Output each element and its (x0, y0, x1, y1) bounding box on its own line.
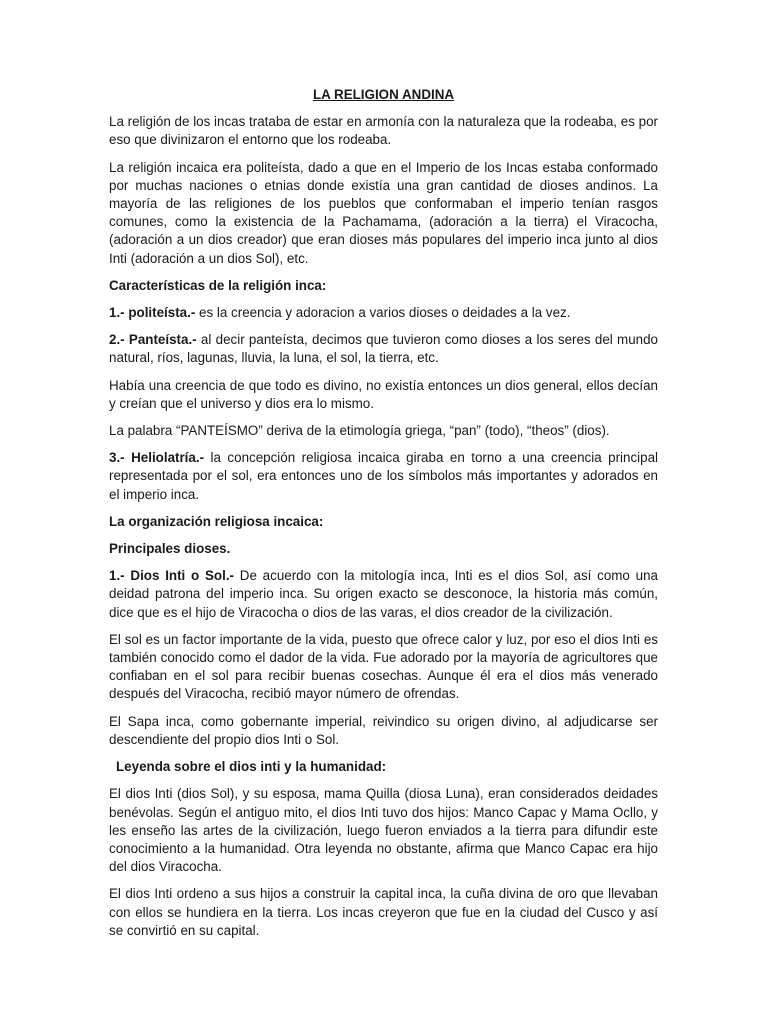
list-item-panteista (109, 331, 658, 367)
heading-organizacion: La organización religiosa incaica: (109, 513, 324, 529)
document-page (109, 86, 658, 949)
paragraph-capital: El dios Inti ordeno a sus hijos a construir la capital inca, la cuña divina de oro que llevaban con ellos se hundiera en la tierra. Los incas creyeron que fue en la ciudad del Cusco y así se convirtió en su capital. (109, 886, 658, 938)
heading-principales: Principales dioses. (109, 541, 231, 557)
paragraph-politeista: La religión incaica era politeísta, dado a que en el Imperio de los Incas estaba conformado por muchas naciones o etnias donde existía una gran cantidad de dioses andinos. La mayoría de las religiones de los pueblos que conformaban el imperio tenían rasgos comunes, como la existencia de la Pachamama, (adoración a la tierra) el Viracocha, (adoración a un dios creador) que eran dioses más populares del imperio inca junto al dios Inti (adoración a un dios Sol), etc. (109, 159, 658, 266)
list-item-politeista (109, 304, 658, 322)
item-label: 3.- Heliolatría.- (109, 450, 205, 466)
item-label: 2.- Panteísta.- (109, 332, 197, 348)
paragraph-habia: Había una creencia de que todo es divino, no existía entonces un dios general, ellos decían y creían que el universo y dios era lo mismo. (109, 377, 658, 411)
item-label: 1.- politeísta.- (109, 305, 196, 321)
document-title: LA RELIGION ANDINA (312, 87, 455, 102)
heading-caracteristicas: Características de la religión inca: (109, 277, 327, 293)
item-label: 1.- Dios Inti o Sol.- (109, 568, 235, 584)
paragraph-palabra: La palabra “PANTEÍSMO” deriva de la etimología griega, “pan” (todo), “theos” (dios). (109, 423, 610, 439)
list-item-heliolatria (109, 449, 658, 504)
paragraph-sapa-inca: El Sapa inca, como gobernante imperial, reivindico su origen divino, al adjudicarse ser descendiente del propio dios Inti o Sol. (109, 713, 658, 747)
paragraph-sol: El sol es un factor importante de la vida, puesto que ofrece calor y luz, por eso el dios Inti es también conocido como el dador de la vida. Fue adorado por la mayoría de agricultores que confiaban en el sol para recibir buenas cosechas. Aunque él era el dios más venerado después del Viracocha, recibió mayor número de ofrendas. (109, 631, 658, 702)
item-text: es la creencia y adoracion a varios dioses o deidades a la vez. (195, 305, 571, 321)
paragraph-leyenda: El dios Inti (dios Sol), y su esposa, mama Quilla (diosa Luna), eran considerados deidades benévolas. Según el antiguo mito, el dios Inti tuvo dos hijos: Manco Capac y Mama Ocllo, y les enseño las artes de la civilización, luego fueron enviados a la tierra para difundir este conocimiento a la humanidad. Otra leyenda no obstante, afirma que Manco Capac era hijo del dios Viracocha. (109, 786, 658, 875)
paragraph-intro: La religión de los incas trataba de estar en armonía con la naturaleza que la rodeaba, es por eso que divinizaron el entorno que los rodeaba. (109, 114, 658, 148)
list-item-dios-inti (109, 567, 658, 622)
item-text: De acuerdo con la mitología inca, Inti es el dios Sol, así como una deidad patrona del imperio inca. Su origen exacto se desconoce, la historia más común, dice que es el hijo de Viracocha o dios de las varas, el dios creador de la civilización. (109, 568, 658, 620)
item-text: al decir panteísta, decimos que tuvieron como dioses a los seres del mundo natural, ríos, lagunas, lluvia, la luna, el sol, la tierra, etc. (109, 332, 658, 366)
heading-leyenda: Leyenda sobre el dios inti y la humanidad: (116, 759, 387, 775)
item-text: la concepción religiosa incaica giraba en torno a una creencia principal representada por el sol, era entonces uno de los símbolos más importantes y adorados en el imperio inca. (109, 450, 658, 502)
